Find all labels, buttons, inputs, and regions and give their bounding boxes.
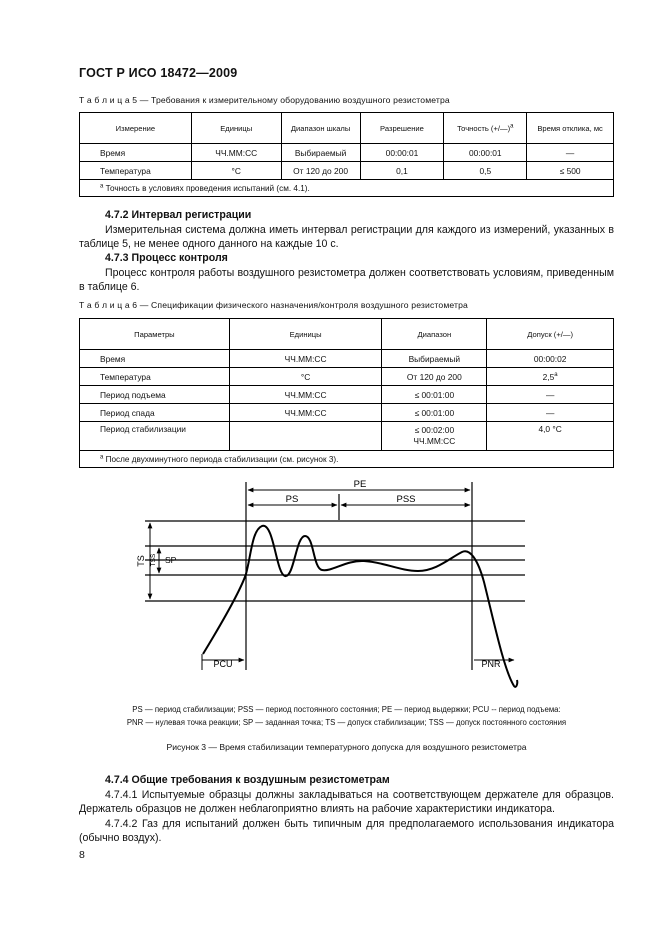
section-4-7-2-text: Измерительная система должна иметь интервал регистрации для каждого из измерений, указанных в таблице 5, не менее одного данного на каждые 10 с. (79, 223, 614, 250)
section-4-7-4-p1: 4.7.4.1 Испытуемые образцы должны закладываться на соответствующем держателе для образцов. Держатель образцов не должен неблагоприятно влиять на рабочие характеристики индикатора. (79, 788, 614, 815)
table-cell: °С (229, 368, 382, 386)
table-cell: 0,1 (360, 162, 444, 180)
tss-label: TSS (150, 553, 157, 567)
table5-col-header: Измерение (80, 113, 192, 144)
table-cell: 00:00:02 (487, 350, 614, 368)
table6-col-header: Диапазон (382, 319, 487, 350)
table5 (79, 112, 614, 197)
table6 (79, 318, 614, 468)
table-cell: ≤ 500 (527, 162, 614, 180)
section-4-7-3-text: Процесс контроля работы воздушного резистометра должен соответствовать условиям, приведенным в таблице 6. (79, 266, 614, 293)
table5-header-row (80, 113, 614, 144)
table-row (80, 144, 614, 162)
section-4-7-4-p2: 4.7.4.2 Газ для испытаний должен быть типичным для предполагаемого использования индикатора (обычно воздух). (79, 817, 614, 844)
table-cell: Время (80, 144, 192, 162)
pnr-label: PNR (481, 659, 501, 669)
table-cell (229, 422, 382, 451)
table5-col-header (444, 113, 527, 144)
table-cell: ЧЧ.ММ:СС (229, 386, 382, 404)
table-row (80, 386, 614, 404)
table-cell: От 120 до 200 (382, 368, 487, 386)
table-cell: Температура (80, 368, 230, 386)
section-4-7-3 (79, 251, 614, 295)
table-row (80, 350, 614, 368)
table-cell (382, 422, 487, 451)
table-cell: Выбираемый (382, 350, 487, 368)
table6-col-header: Допуск (+/—) (487, 319, 614, 350)
table6-footnote-text: После двухминутного периода стабилизации (см. рисунок 3). (103, 454, 339, 464)
temperature-curve (203, 526, 517, 687)
section-4-7-3-heading: 4.7.3 Процесс контроля (105, 252, 228, 264)
table5-accuracy-header-text: Точность (+/—) (457, 123, 511, 133)
table-row (80, 404, 614, 422)
table-cell: Время (80, 350, 230, 368)
table5-footnote (80, 180, 614, 197)
table6-col-header: Параметры (80, 319, 230, 350)
pss-label: PSS (396, 494, 416, 505)
table-cell: Температура (80, 162, 192, 180)
pe-label: PE (353, 479, 367, 490)
table5-caption-text: — Требования к измерительному оборудованию воздушного резистометра (137, 95, 450, 105)
table-cell: Период подъема (80, 386, 230, 404)
table6-footnote-marker: а (100, 453, 104, 460)
table5-caption (79, 95, 450, 105)
page-header: ГОСТ Р ИСО 18472—2009 (79, 66, 238, 80)
figure3-legend-line1: PS — период стабилизации; PSS — период постоянного состояния; PE — период выдержки; PCU -- период подъема: (132, 705, 561, 714)
page-number: 8 (79, 849, 85, 861)
table-cell: От 120 до 200 (281, 162, 360, 180)
table-cell: ЧЧ.ММ:СС (229, 404, 382, 422)
table5-col-header: Время отклика, мс (527, 113, 614, 144)
table-row (80, 422, 614, 451)
table-cell (487, 368, 614, 386)
section-4-7-2-heading: 4.7.2 Интервал регистрации (105, 209, 252, 221)
table-cell: Выбираемый (281, 144, 360, 162)
table5-footnote-row (80, 180, 614, 197)
table6-caption-text: — Спецификации физического назначения/контроля воздушного резистометра (137, 300, 468, 310)
table-cell: Период стабилизации (80, 422, 230, 451)
table6-header-row (80, 319, 614, 350)
table-cell: — (487, 386, 614, 404)
table5-col-header: Диапазон шкалы (281, 113, 360, 144)
table5-footnote-text: Точность в условиях проведения испытаний (см. 4.1). (103, 183, 310, 193)
table6-temp-tolerance: 2,5 (542, 371, 555, 382)
table-cell: ≤ 00:01:00 (382, 404, 487, 422)
table6-footnote (80, 451, 614, 468)
table-cell: ≤ 00:01:00 (382, 386, 487, 404)
table-cell: 00:00:01 (444, 144, 527, 162)
table6-col-header: Единицы (229, 319, 382, 350)
table5-col-header: Единицы (191, 113, 281, 144)
figure3-diagram (120, 474, 540, 694)
section-4-7-4 (79, 773, 614, 846)
table-row (80, 162, 614, 180)
table5-col-header: Разрешение (360, 113, 444, 144)
ps-label: PS (285, 494, 299, 505)
table-cell: — (487, 404, 614, 422)
table6-caption (79, 300, 468, 310)
table6-stab-range-units: ЧЧ.ММ:СС (413, 436, 456, 446)
table5-footnote-marker: a (100, 182, 104, 189)
sp-label: SP (165, 555, 177, 565)
pcu-label: PCU (213, 659, 233, 669)
table-cell: ЧЧ.ММ:СС (229, 350, 382, 368)
table6-footnote-row (80, 451, 614, 468)
table6-temp-tolerance-marker: a (554, 371, 558, 378)
figure3-legend-line2: PNR — нулевая точка реакции; SP — заданная точка; TS — допуск стабилизации; TSS — допуск постоянного состояния (126, 718, 567, 727)
table-cell: 4,0 °С (487, 422, 614, 451)
table-cell: — (527, 144, 614, 162)
section-4-7-4-heading: 4.7.4 Общие требования к воздушным резистометрам (105, 774, 390, 786)
table5-caption-prefix: Т а б л и ц а 5 (79, 95, 138, 105)
table5-accuracy-marker: a (510, 122, 514, 129)
table-cell: 0,5 (444, 162, 527, 180)
table-cell: Период спада (80, 404, 230, 422)
table-row (80, 368, 614, 386)
table-cell: ЧЧ.ММ:СС (191, 144, 281, 162)
table6-caption-prefix: Т а б л и ц а 6 (79, 300, 138, 310)
figure3-caption: Рисунок 3 — Время стабилизации температурного допуска для воздушного резистометра (166, 742, 527, 752)
table-cell: 00:00:01 (360, 144, 444, 162)
table-cell: °С (191, 162, 281, 180)
section-4-7-2 (79, 208, 614, 252)
table6-stab-range: ≤ 00:02:00 (414, 425, 455, 435)
ts-label: TS (136, 555, 146, 567)
